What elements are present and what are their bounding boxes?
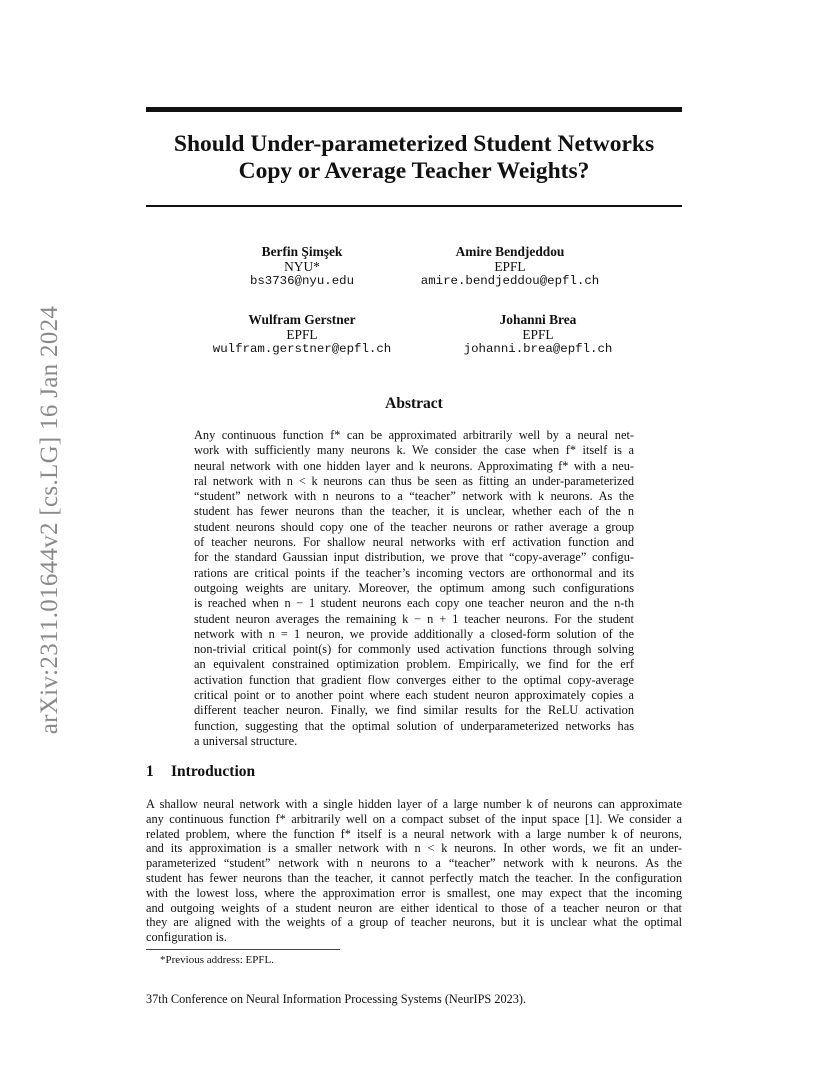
- author-email: wulfram.gerstner@epfl.ch: [212, 342, 392, 356]
- abstract-line: critical point or to another point where each student neuron approximately copies a: [194, 688, 634, 703]
- author-name: Berfin Şimşek: [261, 244, 343, 259]
- author-block: [192, 312, 412, 357]
- abstract-line: Any continuous function f* can be approximated arbitrarily well by a neural net-: [194, 428, 634, 442]
- abstract-line: rations are critical points if the teacher’s incoming vectors are orthonormal and its: [194, 565, 634, 580]
- intro-line: any continuous function f* arbitrarily well on a compact subset of the input space [1]. We consider a: [146, 811, 682, 826]
- abstract-body: [194, 428, 634, 749]
- intro-line: A shallow neural network with a single hidden layer of a large number k of neurons can approximate: [146, 797, 682, 811]
- abstract-line: student has fewer neurons than the teacher, it is unclear, whether each of the n: [194, 504, 634, 519]
- intro-line: they are aligned with the weights of a group of teacher neurons, but it is unclear what the optimal: [146, 915, 682, 930]
- author-email: amire.bendjeddou@epfl.ch: [420, 274, 600, 288]
- abstract-line: ral network with n < k neurons can thus be seen as fitting an under-parameterized: [194, 473, 634, 488]
- author-affiliation: NYU*: [284, 259, 320, 274]
- author-block: [428, 312, 648, 357]
- abstract-line: of teacher neurons. For shallow neural networks with erf activation function and: [194, 535, 634, 550]
- author-block: [400, 244, 620, 289]
- author-affiliation: EPFL: [522, 327, 554, 342]
- abstract-line: for the standard Gaussian input distribution, we prove that “copy-average” configu-: [194, 550, 634, 565]
- title-rule: [146, 205, 682, 207]
- intro-line: student has fewer neurons than the teacher, it cannot perfectly match the teacher. In the configuration: [146, 870, 682, 885]
- abstract-line: work with sufficiently many neurons k. We consider the case when f* itself is a: [194, 443, 634, 458]
- author-affiliation: EPFL: [494, 259, 526, 274]
- section-number: 1: [146, 763, 154, 780]
- arxiv-stamp: arXiv:2311.01644v2 [cs.LG] 16 Jan 2024: [36, 305, 63, 735]
- title-line-1: Should Under-parameterized Student Networks: [173, 131, 655, 157]
- author-affiliation: EPFL: [286, 327, 318, 342]
- intro-line: related problem, where the function f* itself is a neural network with a large number k of neurons,: [146, 826, 682, 841]
- author-email: johanni.brea@epfl.ch: [463, 342, 613, 356]
- conference-note: 37th Conference on Neural Information Processing Systems (NeurIPS 2023).: [146, 992, 527, 1006]
- abstract-line: non-trivial critical point(s) for commonly used activation functions through solving: [194, 642, 634, 657]
- abstract-line: activation function that gradient flow converges either to the optimal copy-average: [194, 672, 634, 687]
- abstract-line: student neurons should copy one of the teacher neurons or rather average a group: [194, 519, 634, 534]
- intro-line: with the lowest loss, where the approximation error is smallest, one may expect that the incoming: [146, 885, 682, 900]
- abstract-line: an equivalent constrained optimization problem. Empirically, we find for the erf: [194, 657, 634, 672]
- abstract-line: is reached when n − 1 student neurons each copy one teacher neuron and the n-th: [194, 596, 634, 611]
- intro-line: and its approximation is a smaller network with n < k neurons. In other words, we fit an under-: [146, 841, 682, 856]
- title-line-2: Copy or Average Teacher Weights?: [238, 158, 590, 184]
- author-name: Wulfram Gerstner: [248, 312, 356, 327]
- abstract-line: outgoing weights are unitary. Moreover, the optimum among such configurations: [194, 580, 634, 595]
- abstract-line: different teacher neuron. Finally, we find similar results for the ReLU activation: [194, 703, 634, 718]
- intro-line: configuration is.: [146, 930, 227, 945]
- section-heading: [146, 763, 255, 781]
- top-rule: [146, 107, 682, 112]
- footnote: *Previous address: EPFL.: [160, 954, 274, 966]
- abstract-line: neural network with one hidden layer and k neurons. Approximating f* with a neu-: [194, 458, 634, 473]
- section-title: Introduction: [171, 763, 256, 780]
- abstract-line: a universal structure.: [194, 733, 298, 748]
- author-email: bs3736@nyu.edu: [249, 274, 355, 288]
- abstract-line: “student” network with n neurons to a “teacher” network with k neurons. As the: [194, 489, 634, 504]
- author-name: Johanni Brea: [499, 312, 577, 327]
- abstract-line: function, suggesting that the optimal solution of underparameterized networks has: [194, 718, 634, 733]
- author-block: [192, 244, 412, 289]
- abstract-line: network with n = 1 neuron, we provide additionally a closed-form solution of the: [194, 626, 634, 641]
- abstract-line: student neuron averages the remaining k − n + 1 teacher neurons. For the student: [194, 611, 634, 626]
- footnote-rule: [146, 949, 340, 950]
- intro-line: parameterized “student” network with n neurons to a “teacher” network with k neurons. As the: [146, 856, 682, 871]
- intro-line: and outgoing weights of a student neuron are either identical to those of a teacher neuron or that: [146, 900, 682, 915]
- abstract-heading: Abstract: [385, 395, 443, 412]
- intro-body: [146, 797, 682, 945]
- author-name: Amire Bendjeddou: [455, 244, 565, 259]
- paper-title: [146, 131, 682, 185]
